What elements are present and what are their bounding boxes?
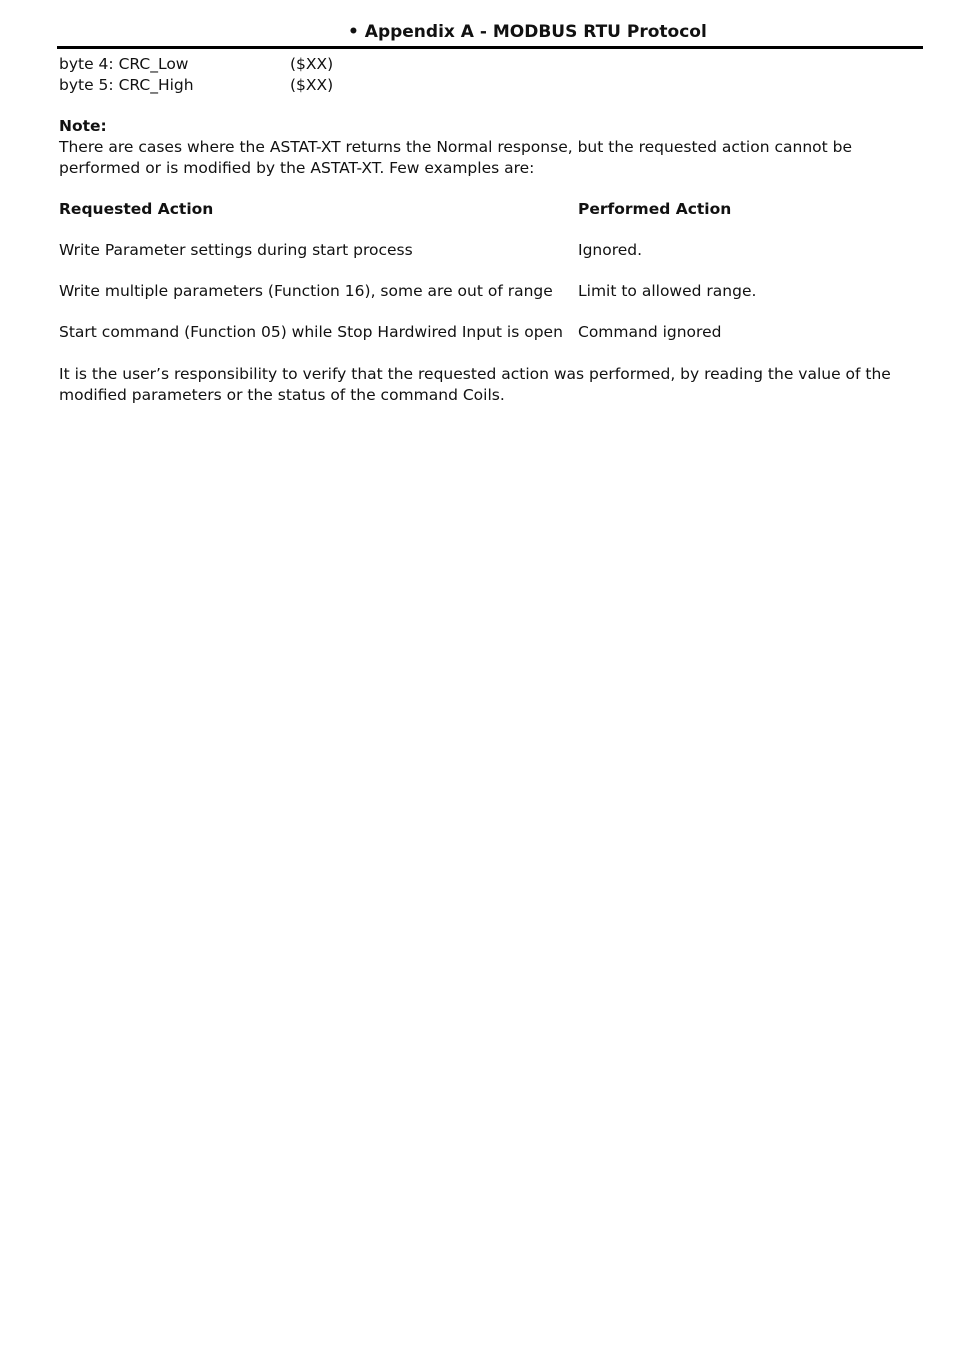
header-title: • Appendix A - MODBUS RTU Protocol [348,22,707,42]
byte-value: ($XX) [290,76,334,94]
byte-value: ($XX) [290,55,334,73]
note-text: There are cases where the ASTAT-XT returns the Normal response, but the requested action cannot be performed or is modified by the ASTAT-XT. Few examples are: [59,138,853,177]
note-label: Note: [59,117,107,135]
requested-action-cell: Write Parameter settings during start process [59,241,413,259]
performed-action-cell: Limit to allowed range. [578,282,757,300]
byte-label: byte 4: CRC_Low [59,55,189,73]
requested-action-cell: Write multiple parameters (Function 16), some are out of range [59,282,553,300]
footer-paragraph: It is the user’s responsibility to verify that the requested action was performed, by reading the value of the modified parameters or the status of the command Coils. [59,365,891,404]
byte-label: byte 5: CRC_High [59,76,194,94]
requested-action-cell: Start command (Function 05) while Stop Hardwired Input is open [59,323,563,341]
column-header-requested: Requested Action [59,200,214,218]
performed-action-cell: Command ignored [578,323,722,341]
page-header [0,22,954,46]
column-header-performed: Performed Action [578,200,732,218]
header-rule [57,46,923,49]
performed-action-cell: Ignored. [578,241,643,259]
